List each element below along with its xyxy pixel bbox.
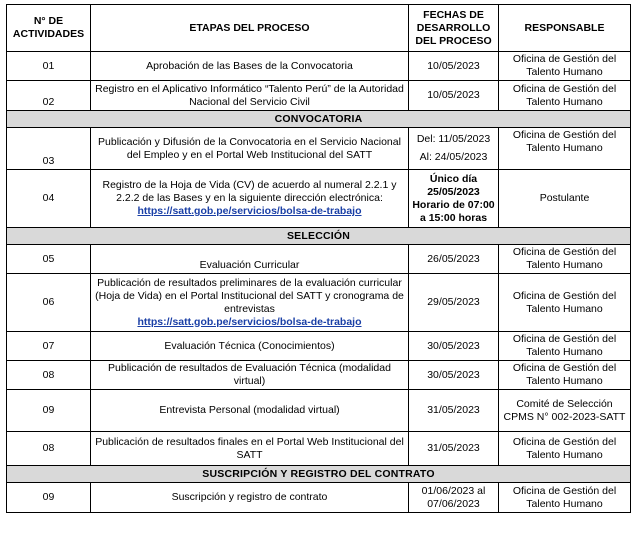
- table-row: [7, 52, 631, 81]
- section-row: [7, 228, 631, 245]
- table-row: [7, 332, 631, 361]
- cell-fecha: 29/05/2023: [409, 274, 499, 332]
- cell-etapa: Publicación de resultados de Evaluación Técnica (modalidad virtual): [91, 361, 409, 390]
- cell-fecha: 31/05/2023: [409, 432, 499, 466]
- cell-fecha: 26/05/2023: [409, 245, 499, 274]
- cell-num: 04: [7, 170, 91, 228]
- fecha-al: Al: 24/05/2023: [419, 151, 488, 163]
- header-row: [7, 5, 631, 52]
- cell-num: 03: [7, 128, 91, 170]
- cell-num: 06: [7, 274, 91, 332]
- cell-fecha: [409, 128, 499, 170]
- table-row: [7, 128, 631, 170]
- cell-num: 08: [7, 361, 91, 390]
- fecha-del: Del: 11/05/2023: [416, 133, 491, 145]
- cell-num: 05: [7, 245, 91, 274]
- cell-num: 09: [7, 390, 91, 432]
- table-row: [7, 483, 631, 513]
- table-row: [7, 274, 631, 332]
- cell-num: 09: [7, 483, 91, 513]
- cell-num: 02: [7, 81, 91, 111]
- cell-responsable: Oficina de Gestión del Talento Humano: [499, 483, 631, 513]
- header-etapas: ETAPAS DEL PROCESO: [91, 5, 409, 52]
- table-row: [7, 390, 631, 432]
- cell-etapa: Evaluación Técnica (Conocimientos): [91, 332, 409, 361]
- cell-fecha: 30/05/2023: [409, 332, 499, 361]
- cell-responsable: Comité de Selección CPMS N° 002-2023-SATT: [499, 390, 631, 432]
- cell-num: 07: [7, 332, 91, 361]
- cell-responsable: Oficina de Gestión del Talento Humano: [499, 128, 631, 170]
- cell-responsable: Oficina de Gestión del Talento Humano: [499, 361, 631, 390]
- cell-responsable: Postulante: [499, 170, 631, 228]
- cell-responsable: Oficina de Gestión del Talento Humano: [499, 245, 631, 274]
- cell-etapa: Registro en el Aplicativo Informático “Talento Perú” de la Autoridad Nacional del Servicio Civil: [91, 81, 409, 111]
- header-actividades: N° DE ACTIVIDADES: [7, 5, 91, 52]
- cell-responsable: Oficina de Gestión del Talento Humano: [499, 432, 631, 466]
- cell-etapa: Evaluación Curricular: [91, 245, 409, 274]
- section-convocatoria: CONVOCATORIA: [7, 111, 631, 128]
- cell-etapa: [91, 170, 409, 228]
- cell-fecha: 10/05/2023: [409, 52, 499, 81]
- section-row: [7, 111, 631, 128]
- table-row: [7, 170, 631, 228]
- header-responsable: RESPONSABLE: [499, 5, 631, 52]
- cell-fecha: Único día 25/05/2023 Horario de 07:00 a 15:00 horas: [409, 170, 499, 228]
- cell-num: 08: [7, 432, 91, 466]
- cell-fecha: 30/05/2023: [409, 361, 499, 390]
- cell-etapa: Publicación de resultados finales en el Portal Web Institucional del SATT: [91, 432, 409, 466]
- cell-num: 01: [7, 52, 91, 81]
- cell-fecha: 31/05/2023: [409, 390, 499, 432]
- cell-responsable: Oficina de Gestión del Talento Humano: [499, 52, 631, 81]
- cronograma-table: [6, 4, 631, 513]
- etapa-text: Registro de la Hoja de Vida (CV) de acuerdo al numeral 2.2.1 y 2.2.2 de las Bases y en la siguiente dirección electrónica:: [102, 179, 397, 204]
- cell-etapa: Publicación y Difusión de la Convocatoria en el Servicio Nacional del Empleo y en el Portal Web Institucional del SATT: [91, 128, 409, 170]
- cell-responsable: Oficina de Gestión del Talento Humano: [499, 81, 631, 111]
- cell-etapa: [91, 274, 409, 332]
- table-row: [7, 432, 631, 466]
- table-row: [7, 245, 631, 274]
- section-row: [7, 466, 631, 483]
- header-fechas: FECHAS DE DESARROLLO DEL PROCESO: [409, 5, 499, 52]
- cell-fecha: 10/05/2023: [409, 81, 499, 111]
- table-row: [7, 81, 631, 111]
- cell-responsable: Oficina de Gestión del Talento Humano: [499, 332, 631, 361]
- section-seleccion: SELECCIÓN: [7, 228, 631, 245]
- section-suscripcion: SUSCRIPCIÓN Y REGISTRO DEL CONTRATO: [7, 466, 631, 483]
- cell-etapa: Aprobación de las Bases de la Convocatoria: [91, 52, 409, 81]
- cell-responsable: Oficina de Gestión del Talento Humano: [499, 274, 631, 332]
- cell-etapa: Suscripción y registro de contrato: [91, 483, 409, 513]
- etapa-text: Publicación de resultados preliminares de la evaluación curricular (Hoja de Vida) en el Portal Institucional del SATT y cronograma de entrevistas: [95, 276, 404, 315]
- bolsa-trabajo-link[interactable]: https://satt.gob.pe/servicios/bolsa-de-trabajo: [137, 315, 362, 328]
- cell-fecha: 01/06/2023 al 07/06/2023: [409, 483, 499, 513]
- bolsa-trabajo-link[interactable]: https://satt.gob.pe/servicios/bolsa-de-trabajo: [137, 205, 362, 217]
- cell-etapa: Entrevista Personal (modalidad virtual): [91, 390, 409, 432]
- table-row: [7, 361, 631, 390]
